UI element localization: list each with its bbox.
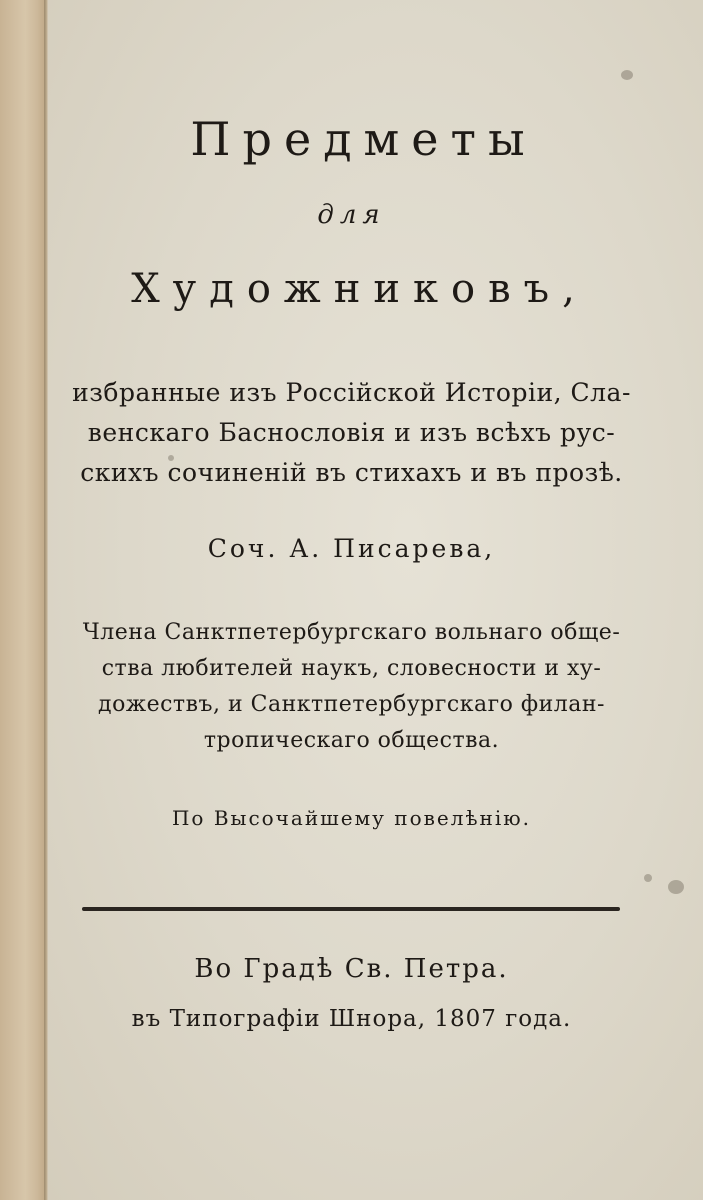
membership-line-3: дожествъ, и Санктпетербургскаго филан-	[98, 692, 605, 717]
book-title: Предметы	[190, 112, 537, 166]
imprint-printer: въ Типографiи Шнора, 1807 года.	[131, 1006, 572, 1032]
foxing-spot	[621, 70, 633, 80]
subtitle-line-3: скихъ сочиненiй въ стихахъ и въ прозѣ.	[80, 458, 623, 487]
foxing-spot	[644, 874, 652, 882]
book-title-artists: Художниковъ,	[131, 266, 588, 312]
decree-line: По Высочайшему повелѣнiю.	[171, 806, 531, 830]
membership-line-1: Члена Санктпетербургскаго вольнаго обще-	[82, 620, 621, 645]
membership-line-4: тропическаго общества.	[203, 728, 500, 753]
divider-rule	[82, 907, 620, 911]
subtitle-line-2: венскаго Баснословiя и изъ всѣхъ рус-	[87, 418, 616, 447]
author-line: Соч. А. Писарева,	[207, 534, 496, 563]
subtitle-line-1: избранные изъ Россiйской Исторiи, Сла-	[72, 378, 631, 407]
foxing-spot	[668, 880, 684, 894]
membership-line-2: ства любителей наукъ, словесности и ху-	[101, 656, 602, 681]
book-title-for: для	[317, 200, 386, 230]
imprint-city: Во Градѣ Св. Петра.	[194, 954, 509, 984]
